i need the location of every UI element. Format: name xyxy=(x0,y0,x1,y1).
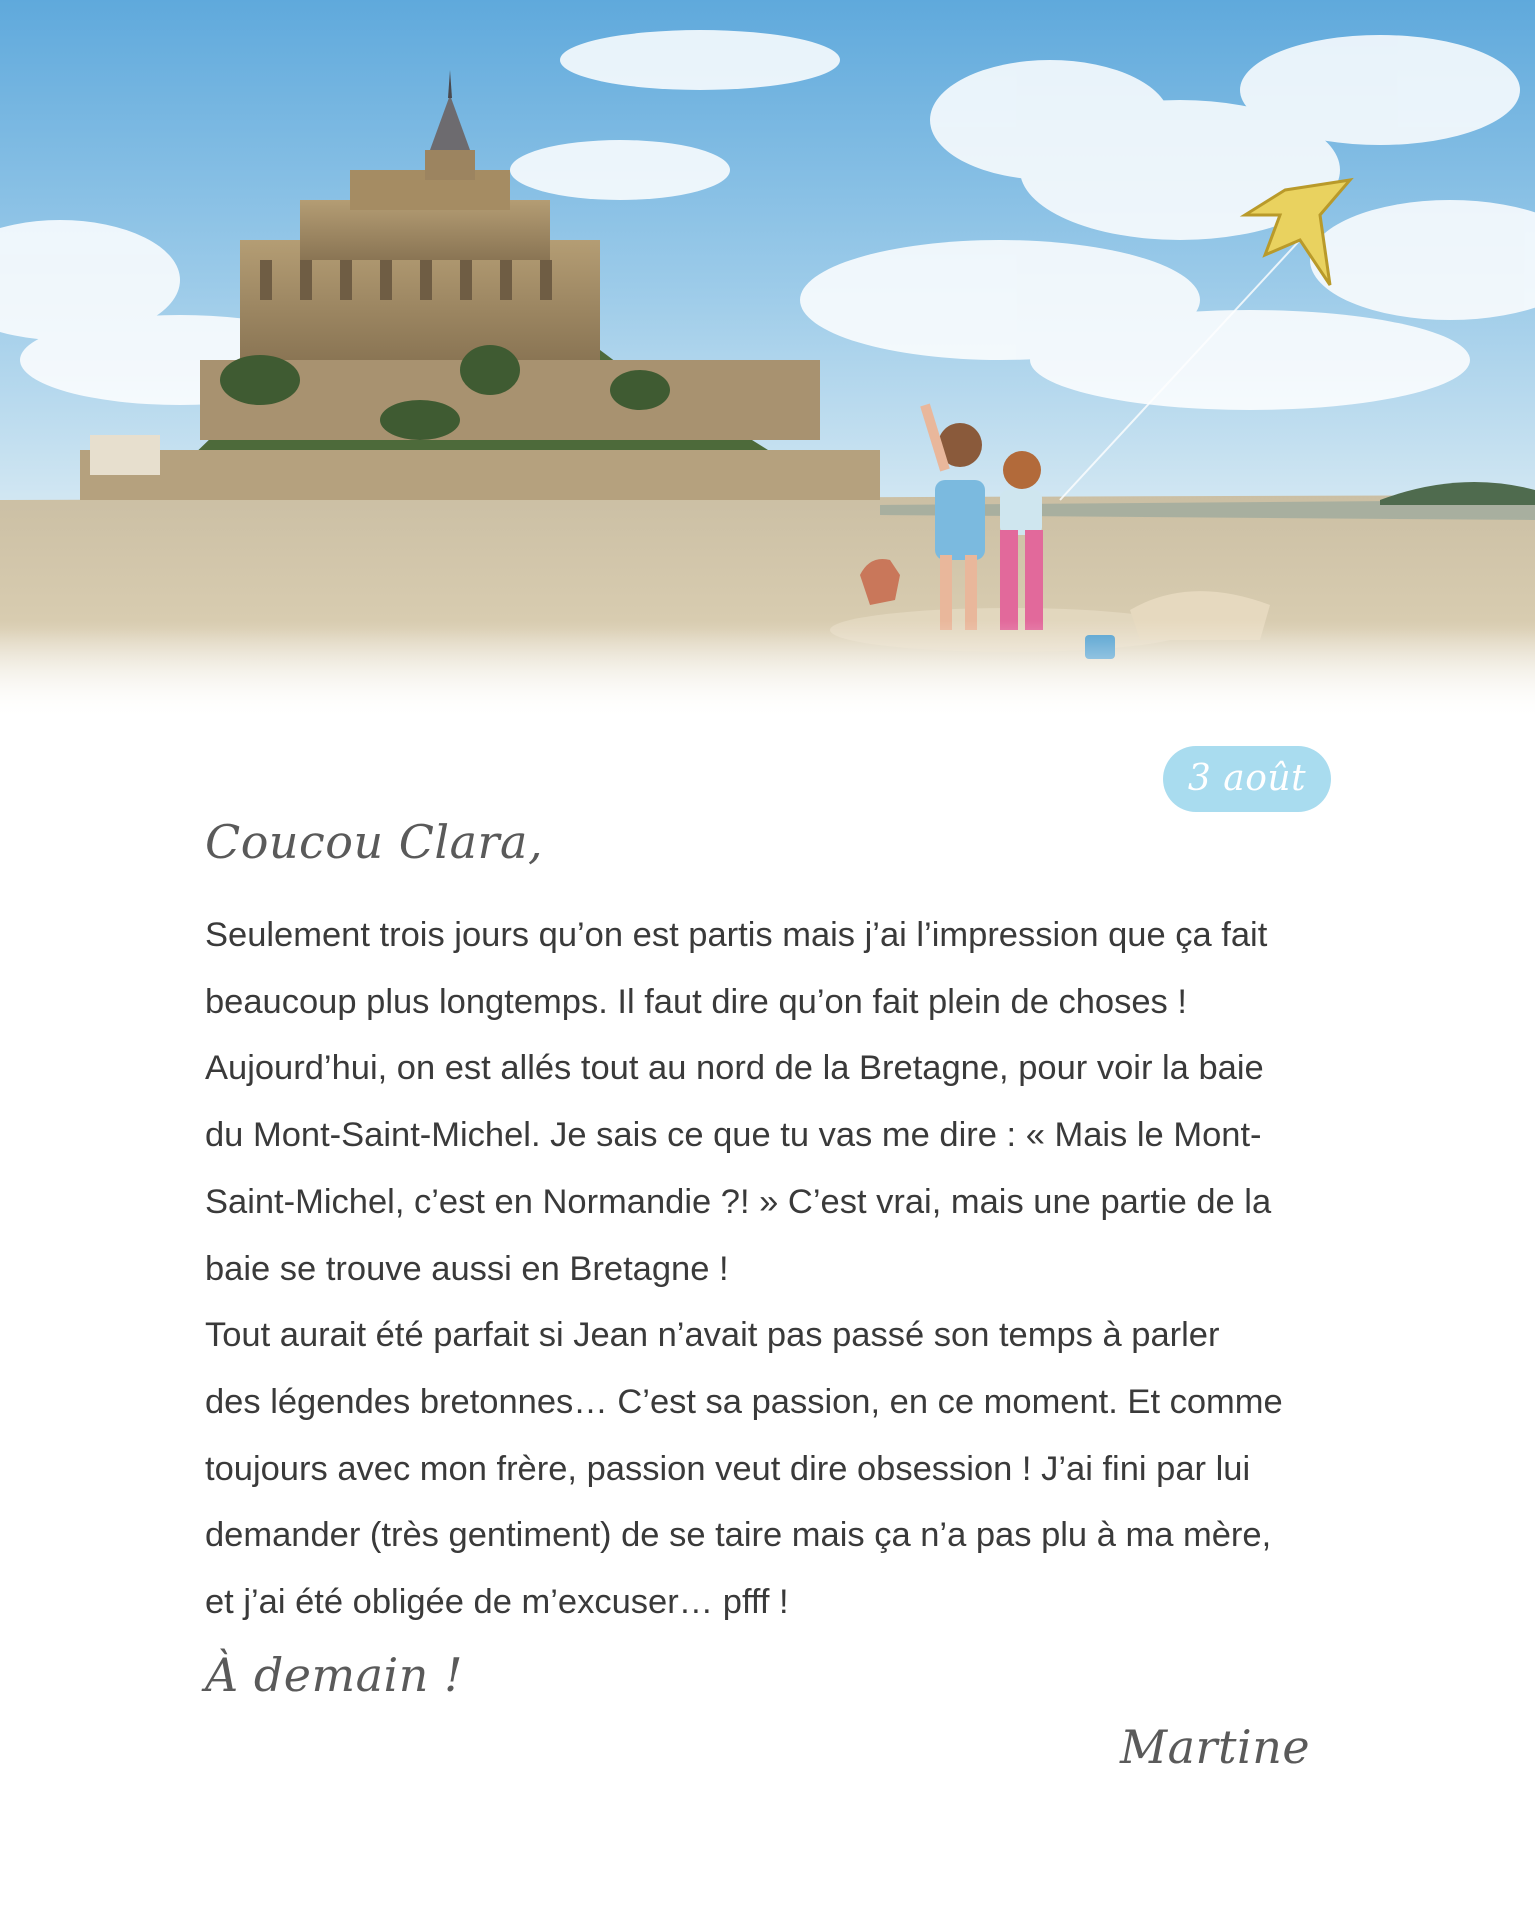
body-line: Seulement trois jours qu’on est partis mais j’ai l’impression que ça fait xyxy=(205,916,1268,954)
body-line: beaucoup plus longtemps. Il faut dire qu’on fait plein de choses ! xyxy=(205,982,1187,1021)
body-line: et j’ai été obligée de m’excuser… pfff ! xyxy=(205,1583,789,1622)
letter-signature: Martine xyxy=(1120,1720,1311,1774)
body-line: baie se trouve aussi en Bretagne ! xyxy=(205,1249,729,1288)
body-line: demander (très gentiment) de se taire mais ça n’a pas plu à ma mère, xyxy=(205,1516,1272,1555)
body-line: Aujourd’hui, on est allés tout au nord de la Bretagne, pour voir la baie xyxy=(205,1049,1264,1088)
letter-body xyxy=(205,902,1335,1636)
letter-greeting: Coucou Clara, xyxy=(205,815,544,869)
hero-illustration xyxy=(0,0,1535,720)
mont-saint-michel-scene xyxy=(0,0,1535,720)
body-line: Tout aurait été parfait si Jean n’avait pas passé son temps à parler xyxy=(205,1316,1220,1355)
letter-closing: À demain ! xyxy=(205,1648,463,1702)
body-line: du Mont-Saint-Michel. Je sais ce que tu vas me dire : « Mais le Mont- xyxy=(205,1116,1262,1155)
body-line: Saint-Michel, c’est en Normandie ?! » C’est vrai, mais une partie de la xyxy=(205,1182,1272,1221)
body-line: toujours avec mon frère, passion veut dire obsession ! J’ai fini par lui xyxy=(205,1449,1251,1488)
date-badge: 3 août xyxy=(1163,746,1331,812)
body-line: des légendes bretonnes… C’est sa passion, en ce moment. Et comme xyxy=(205,1382,1283,1421)
